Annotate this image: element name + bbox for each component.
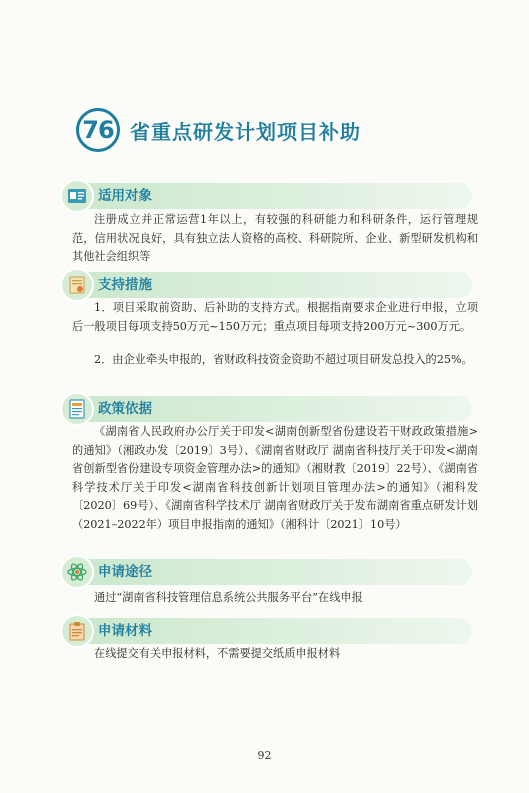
title-number-badge: 76 bbox=[76, 108, 120, 152]
section-paragraph: 在线提交有关申报材料，不需要提交纸质申报材料 bbox=[94, 647, 341, 660]
page-title bbox=[76, 104, 361, 156]
certificate-icon bbox=[60, 268, 94, 302]
section-title: 申请材料 bbox=[98, 623, 152, 639]
page-number: 92 bbox=[257, 749, 272, 762]
section-header-policy-basis bbox=[60, 396, 472, 422]
section-paragraph: 1．项目采取前资助、后补助的支持方式。根据指南要求企业进行申报，立项后一般项目每项支持50万元~150万元；重点项目每项支持200万元~300万元。 bbox=[72, 301, 478, 333]
document-icon bbox=[60, 392, 94, 426]
id-card-icon bbox=[60, 179, 94, 213]
section-paragraph: 注册成立并正常运营1年以上，有较强的科研能力和科研条件，运行管理规范，信用状况良好，具有独立法人资格的高校、科研院所、企业、新型研发机构和其他社会组织等 bbox=[72, 213, 478, 263]
clipboard-icon bbox=[60, 614, 94, 648]
section-title: 申请途径 bbox=[98, 564, 152, 580]
section-title: 支持措施 bbox=[98, 277, 152, 293]
section-header-support-measures bbox=[60, 272, 472, 298]
section-header-application-channel bbox=[60, 559, 472, 585]
atom-icon bbox=[60, 555, 94, 589]
section-title: 适用对象 bbox=[98, 188, 152, 204]
section-header-application-materials bbox=[60, 618, 472, 644]
title-text: 省重点研发计划项目补助 bbox=[130, 119, 361, 144]
section-paragraph: 《湖南省人民政府办公厅关于印发<湖南创新型省份建设若干财政政策措施>的通知》（湘政办发〔2019〕3号）、《湖南省财政厅 湖南省科技厅关于印发<湖南省创新型省份建设专项资金管理办法>的通知》（湘财教〔2019〕22号）、《湖南省科学技术厅关于印发<湖南省科技创新计划项目管理办法>的通知》（湘科发〔2020〕69号）、《湖南省科学技术厅 湖南省财政厅关于发布湖南省重点研发计划（2021–2022年）项目申报指南的通知》（湘科计〔2021〕10号） bbox=[72, 425, 478, 531]
section-title: 政策依据 bbox=[98, 401, 152, 417]
section-paragraph: 通过“湖南省科技管理信息系统公共服务平台”在线申报 bbox=[94, 591, 363, 604]
section-header-applicable-targets bbox=[60, 183, 472, 209]
section-paragraph: 2．由企业牵头申报的，省财政科技资金资助不超过项目研发总投入的25%。 bbox=[94, 353, 473, 366]
